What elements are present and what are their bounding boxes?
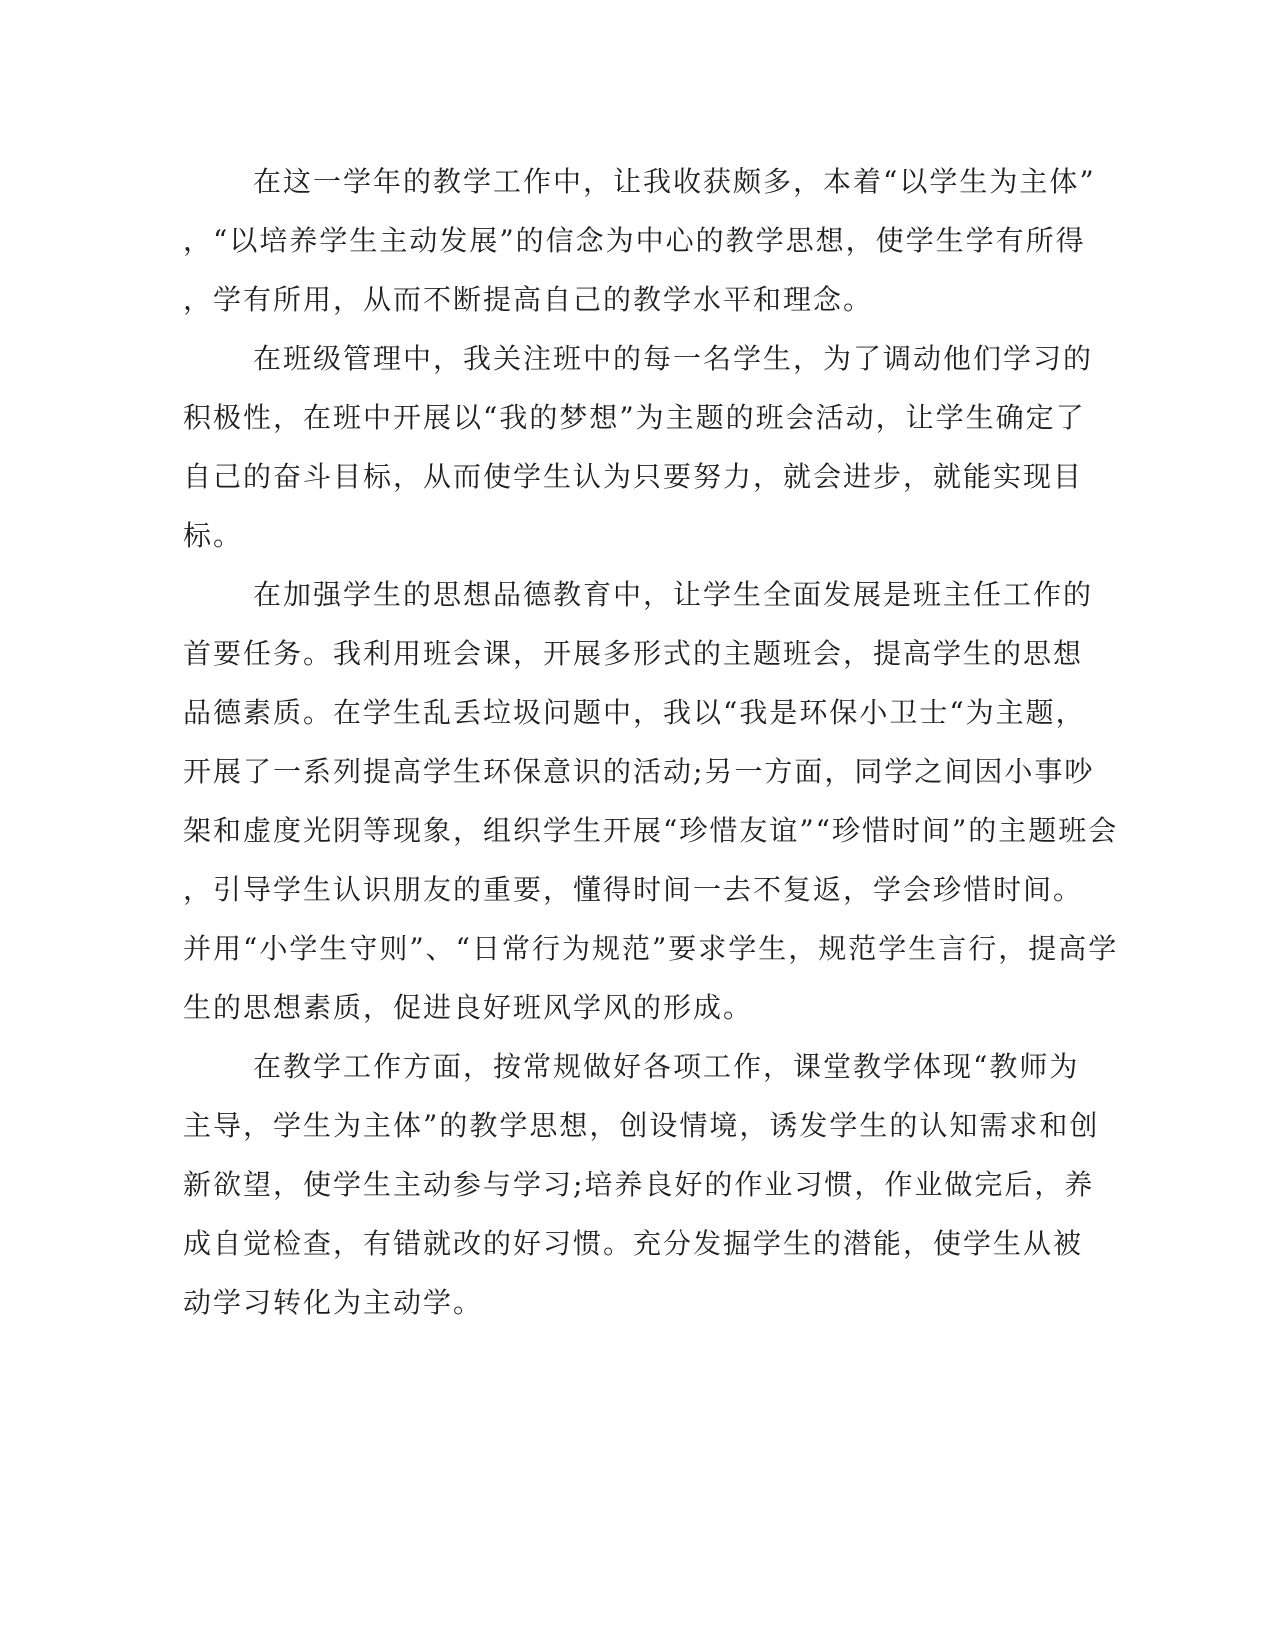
paragraph-line: 首要任务。我利用班会课，开展多形式的主题班会，提高学生的思想 [183,637,1084,670]
paragraph-line: ，引导学生认识朋友的重要，懂得时间一去不复返，学会珍惜时间。 [183,873,1084,906]
paragraph-line: 在加强学生的思想品德教育中，让学生全面发展是班主任工作的 [253,578,1094,611]
paragraph-line: 生的思想素质，促进良好班风学风的形成。 [183,991,754,1024]
paragraph-3 [183,565,1119,1037]
paragraph-2 [183,329,1094,565]
paragraph-line: ，“以培养学生主动发展”的信念为中心的教学思想，使学生学有所得 [183,224,1086,257]
paragraph-line: 架和虚度光阴等现象，组织学生开展“珍惜友谊”“珍惜时间”的主题班会 [183,814,1119,847]
paragraph-line: 新欲望，使学生主动参与学习;培养良好的作业习惯，作业做完后，养 [183,1168,1095,1201]
paragraph-line: 品德素质。在学生乱丢垃圾问题中，我以“我是环保小卫士“为主题， [183,696,1086,729]
paragraph-4 [183,1037,1100,1332]
paragraph-line: 主导，学生为主体”的教学思想，创设情境，诱发学生的认知需求和创 [183,1109,1100,1142]
paragraph-line: 在班级管理中，我关注班中的每一名学生，为了调动他们学习的 [253,342,1094,375]
paragraph-1 [183,152,1096,329]
paragraph-line: 在教学工作方面，按常规做好各项工作，课堂教学体现“教师为 [253,1050,1080,1083]
paragraph-line: 积极性，在班中开展以“我的梦想”为主题的班会活动，让学生确定了 [183,401,1086,434]
paragraph-line: 动学习转化为主动学。 [183,1286,484,1319]
paragraph-line: 并用“小学生守则”、“日常行为规范”要求学生，规范学生言行，提高学 [183,932,1119,965]
paragraph-line: 成自觉检查，有错就改的好习惯。充分发掘学生的潜能，使学生从被 [183,1227,1084,1260]
document-body [183,152,1119,1332]
paragraph-line: 在这一学年的教学工作中，让我收获颇多，本着“以学生为主体” [253,165,1096,198]
paragraph-line: 开展了一系列提高学生环保意识的活动;另一方面，同学之间因小事吵 [183,755,1095,788]
paragraph-line: ，学有所用，从而不断提高自己的教学水平和理念。 [183,283,874,316]
paragraph-line: 标。 [183,519,244,552]
paragraph-line: 自己的奋斗目标，从而使学生认为只要努力，就会进步，就能实现目 [183,460,1084,493]
